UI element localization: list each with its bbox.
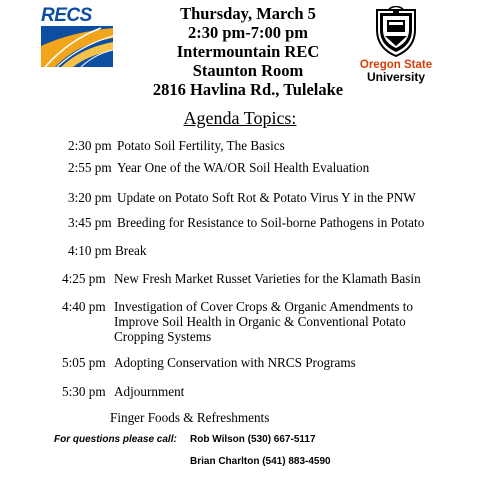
agenda-item-topic-line: Year One of the WA/OR Soil Health Evaluation (117, 160, 370, 175)
agenda-item-topic-line: New Fresh Market Russet Varieties for the Klamath Basin (114, 271, 421, 286)
agenda-item-time: 4:25 pm (62, 271, 106, 286)
agenda-item-topic-line: Improve Soil Health in Organic & Conventional Potato (114, 314, 406, 329)
osu-name-line1: Oregon State (359, 59, 433, 71)
agenda-item-topic (117, 215, 424, 230)
recs-logo-text: RECS (41, 5, 92, 26)
event-room: Staunton Room (192, 61, 304, 80)
agenda-item-topic (114, 384, 184, 399)
agenda-item-time: 4:10 pm (68, 243, 112, 258)
agenda-item-topic (114, 355, 356, 370)
agenda-item-topic (114, 299, 413, 344)
agenda-item-topic-line: Potato Soil Fertility, The Basics (117, 138, 285, 153)
osu-seal-icon (371, 6, 421, 58)
agenda-item-topic (115, 243, 147, 258)
contact-brian-charlton: Brian Charlton (541) 883-4590 (190, 456, 331, 467)
agenda-item-topic-line: Investigation of Cover Crops & Organic Amendments to (114, 299, 413, 314)
agenda-item-time: 5:30 pm (62, 384, 106, 399)
event-header (148, 4, 348, 99)
agenda-item-time: 2:55 pm (68, 160, 112, 175)
agenda-item-topic-line: Breeding for Resistance to Soil-borne Pathogens in Potato (117, 215, 425, 230)
agenda-item-topic (117, 190, 416, 205)
agenda-item-topic-line: Adopting Conservation with NRCS Programs (114, 355, 356, 370)
event-date: Thursday, March 5 (180, 4, 316, 23)
agenda-item-topic-line: Cropping Systems (114, 329, 212, 344)
agenda-item-topic-line: Update on Potato Soft Rot & Potato Virus Y in the PNW (117, 190, 416, 205)
agenda-item-time: 5:05 pm (62, 355, 106, 370)
agenda-item-topic (117, 138, 285, 153)
agenda-item-topic-line: Adjournment (114, 384, 185, 399)
event-venue: Intermountain REC (176, 42, 320, 61)
agenda-item-topic-line: Break (115, 243, 147, 258)
agenda-item-time: 3:20 pm (68, 190, 112, 205)
agenda-title: Agenda Topics: (183, 108, 297, 128)
event-time: 2:30 pm-7:00 pm (187, 23, 309, 42)
questions-label: For questions please call: (54, 434, 177, 445)
event-address: 2816 Havlina Rd., Tulelake (152, 80, 344, 99)
osu-logo (354, 6, 438, 90)
contact-rob-wilson: Rob Wilson (530) 667-5117 (190, 434, 316, 445)
agenda-item-topic (114, 271, 421, 286)
agenda-item-time: 2:30 pm (68, 138, 112, 153)
refreshments-note: Finger Foods & Refreshments (110, 410, 270, 425)
recs-logo (41, 6, 113, 67)
agenda-item-time: 4:40 pm (62, 299, 106, 314)
agenda-item-time: 3:45 pm (68, 215, 112, 230)
osu-name-line2: University (366, 70, 426, 84)
agenda-item-topic (117, 160, 369, 175)
